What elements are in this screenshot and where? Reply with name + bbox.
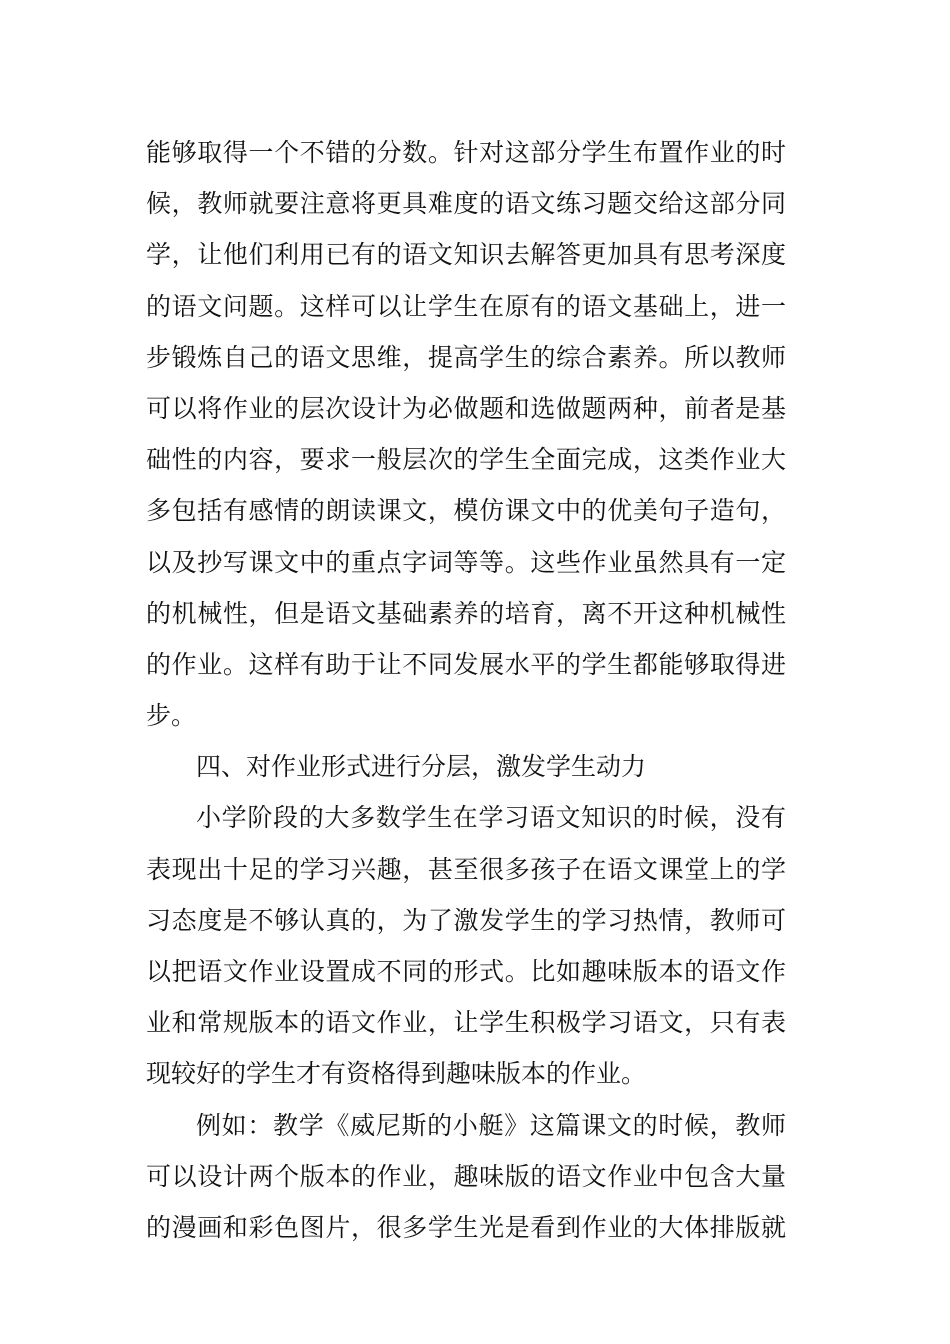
paragraph-line: 的漫画和彩色图片，很多学生光是看到作业的大体排版就: [146, 1212, 786, 1242]
paragraph-line: 现较好的学生才有资格得到趣味版本的作业。: [146, 1059, 647, 1089]
paragraph-line: 例如：教学《威尼斯的小艇》这篇课文的时候，教师: [196, 1110, 786, 1140]
paragraph-line: 能够取得一个不错的分数。针对这部分学生布置作业的时: [146, 138, 786, 167]
paragraph-line: 学，让他们利用已有的语文知识去解答更加具有思考深度: [146, 240, 786, 270]
paragraph-line: 的作业。这样有助于让不同发展水平的学生都能够取得进: [146, 649, 786, 679]
paragraph-line: 的机械性，但是语文基础素养的培育，离不开这种机械性: [146, 598, 786, 628]
paragraph-line: 小学阶段的大多数学生在学习语文知识的时候，没有: [196, 803, 786, 833]
paragraph-line: 础性的内容，要求一般层次的学生全面完成，这类作业大: [146, 445, 786, 475]
paragraph-line: 候，教师就要注意将更具难度的语文练习题交给这部分同: [146, 189, 786, 219]
paragraph-line: 表现出十足的学习兴趣，甚至很多孩子在语文课堂上的学: [146, 854, 786, 884]
paragraph-line: 多包括有感情的朗读课文，模仿课文中的优美句子造句，: [146, 496, 786, 526]
paragraph-line: 的语文问题。这样可以让学生在原有的语文基础上，进一: [146, 291, 786, 321]
section-heading: 四、对作业形式进行分层，激发学生动力: [196, 752, 647, 782]
paragraph-line: 可以设计两个版本的作业，趣味版的语文作业中包含大量: [146, 1161, 786, 1191]
paragraph-line: 习态度是不够认真的，为了激发学生的学习热情，教师可: [146, 905, 786, 935]
paragraph-line: 业和常规版本的语文作业，让学生积极学习语文，只有表: [146, 1008, 786, 1038]
paragraph-line: 步锻炼自己的语文思维，提高学生的综合素养。所以教师: [146, 342, 786, 372]
paragraph-line: 步。: [146, 701, 197, 731]
paragraph-line: 以把语文作业设置成不同的形式。比如趣味版本的语文作: [146, 957, 786, 986]
paragraph-line: 可以将作业的层次设计为必做题和选做题两种，前者是基: [146, 393, 786, 423]
body-text: [146, 127, 786, 1253]
paragraph-line: 以及抄写课文中的重点字词等等。这些作业虽然具有一定: [146, 547, 786, 577]
